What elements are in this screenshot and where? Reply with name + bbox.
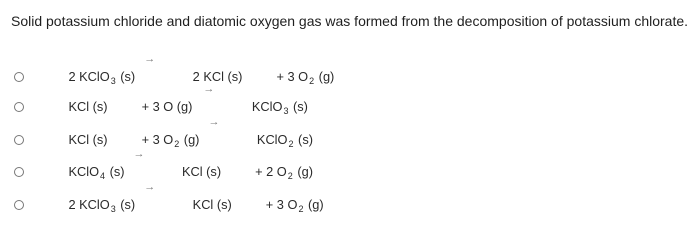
radio-button-icon[interactable] [14,200,24,210]
product-1: KClO$_3$ (s) [251,98,308,116]
radio-button-icon[interactable] [14,167,24,177]
reactant-1: KCl (s) [68,98,108,114]
radio-button-icon[interactable] [14,72,24,82]
reaction-arrow-icon: → [203,82,215,95]
radio-button-icon[interactable] [14,102,24,112]
question-text: Solid potassium chloride and diatomic oxygen gas was formed from the decomposition of potassium chlorate. [11,13,689,29]
product-2: + 3 $O_2$ (g) [272,68,335,86]
reactant-2: + 3 O (g) [138,98,193,114]
reaction-arrow-icon: → [144,52,156,65]
reactant-1: 2 KClO$_3$ (s) [68,196,136,214]
reactant-1: KClO$_4$ (s) [68,163,125,181]
radio-button-icon[interactable] [14,135,24,145]
product-1: KCl (s) [192,196,232,212]
reactant-1: KCl (s) [68,131,108,147]
product-1: 2 KCl (s) [192,68,243,84]
answer-option-5[interactable] [14,180,324,217]
reactant-2: + 3 $O_2$ (g) [138,131,200,149]
product-2: + 2 $O_2$ (g) [251,163,313,181]
reaction-arrow-icon: → [133,147,145,160]
product-1: KCl (s) [181,163,222,179]
product-1: KClO$_2$ (s) [256,131,313,149]
reaction-arrow-icon: → [144,180,156,193]
reactant-1: 2 KClO$_3$ (s) [68,68,136,86]
reaction-arrow-icon: → [208,115,220,128]
chemical-equation [40,178,324,233]
product-2: + 3 $O_2$ (g) [262,196,324,214]
